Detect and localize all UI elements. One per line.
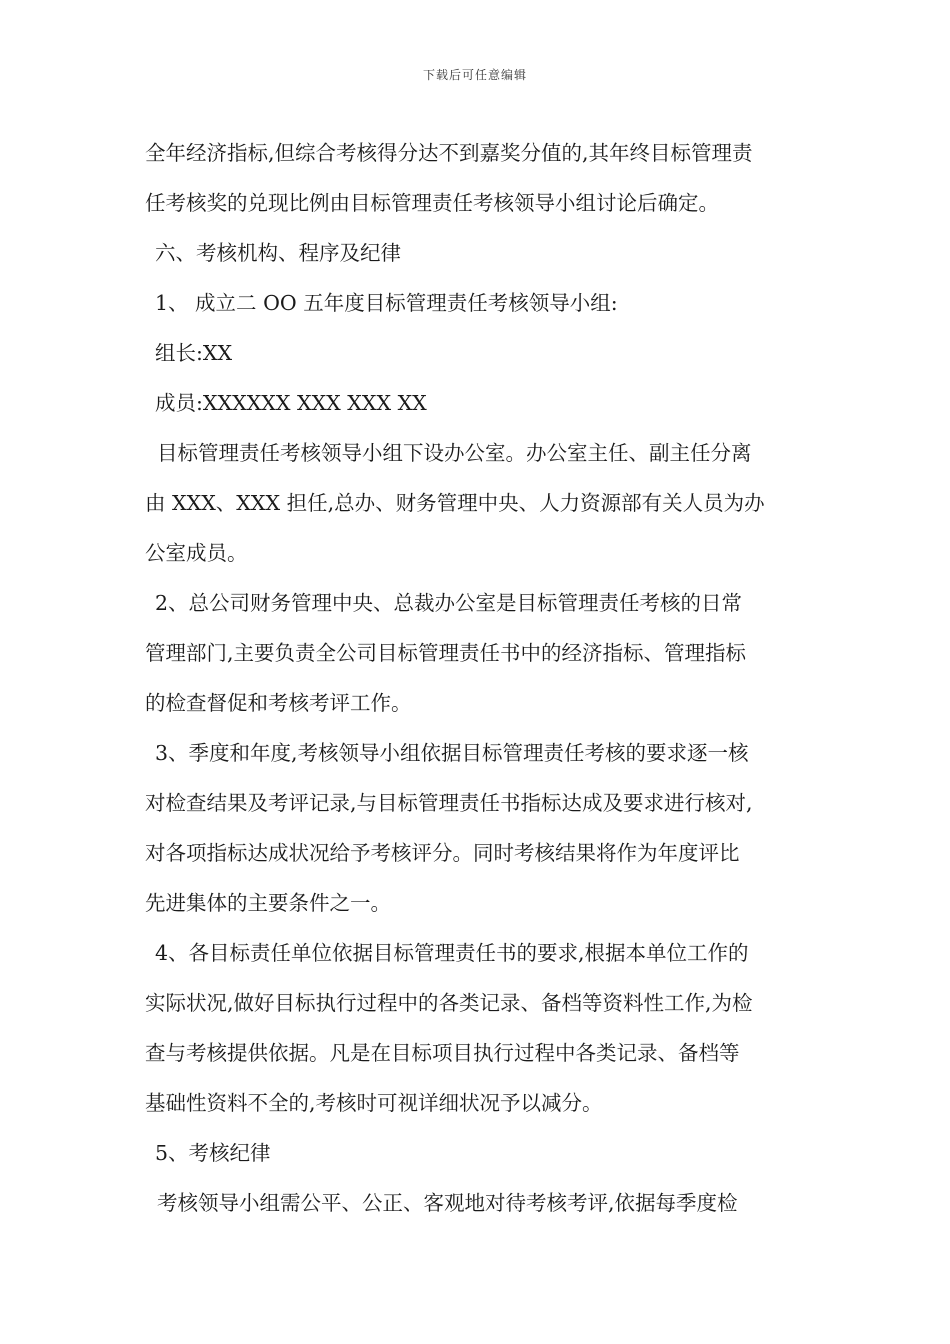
item-4-line-2: 实际状况,做好目标执行过程中的各类记录、备档等资料性工作,为检	[145, 991, 753, 1015]
item-3-line-3: 对各项指标达成状况给予考核评分。同时考核结果将作为年度评比	[145, 841, 740, 865]
item-4-line-3: 查与考核提供依据。凡是在目标项目执行过程中各类记录、备档等	[145, 1041, 740, 1065]
header-note: 下载后可任意编辑	[422, 68, 527, 82]
office-paragraph-line-3: 公室成员。	[145, 541, 248, 565]
item-3-line-2: 对检查结果及考评记录,与目标管理责任书指标达成及要求进行核对,	[145, 791, 753, 815]
item-4-line-1: 4、各目标责任单位依据目标管理责任书的要求,根据本单位工作的	[155, 941, 749, 965]
office-paragraph-line-1: 目标管理责任考核领导小组下设办公室。办公室主任、副主任分离	[157, 441, 752, 465]
group-members-line: 成员:XXXXXX XXX XXX XX	[155, 391, 427, 415]
group-leader-line: 组长:XX	[155, 341, 233, 365]
document-body	[145, 128, 810, 1228]
office-paragraph-line-2: 由 XXX、XXX 担任,总办、财务管理中央、人力资源部有关人员为办	[145, 491, 765, 515]
item-3-line-1: 3、季度和年度,考核领导小组依据目标管理责任考核的要求逐一核	[155, 741, 749, 765]
item-3-line-4: 先进集体的主要条件之一。	[145, 891, 391, 915]
item-1-heading: 1、 成立二 OO 五年度目标管理责任考核领导小组:	[155, 291, 618, 315]
item-5-line-1: 考核领导小组需公平、公正、客观地对待考核考评,依据每季度检	[157, 1191, 738, 1215]
item-5-heading: 5、考核纪律	[155, 1141, 271, 1165]
section-heading: 六、考核机构、程序及纪律	[155, 241, 401, 265]
item-4-line-4: 基础性资料不全的,考核时可视详细状况予以减分。	[145, 1091, 603, 1115]
item-2-line-3: 的检查督促和考核考评工作。	[145, 691, 412, 715]
item-2-line-2: 管理部门,主要负责全公司目标管理责任书中的经济指标、管理指标	[145, 641, 747, 665]
item-2-line-1: 2、总公司财务管理中央、总裁办公室是目标管理责任考核的日常	[155, 591, 743, 615]
body-line-2: 任考核奖的兑现比例由目标管理责任考核领导小组讨论后确定。	[145, 191, 719, 215]
body-line-1: 全年经济指标,但综合考核得分达不到嘉奖分值的,其年终目标管理责	[145, 141, 753, 165]
